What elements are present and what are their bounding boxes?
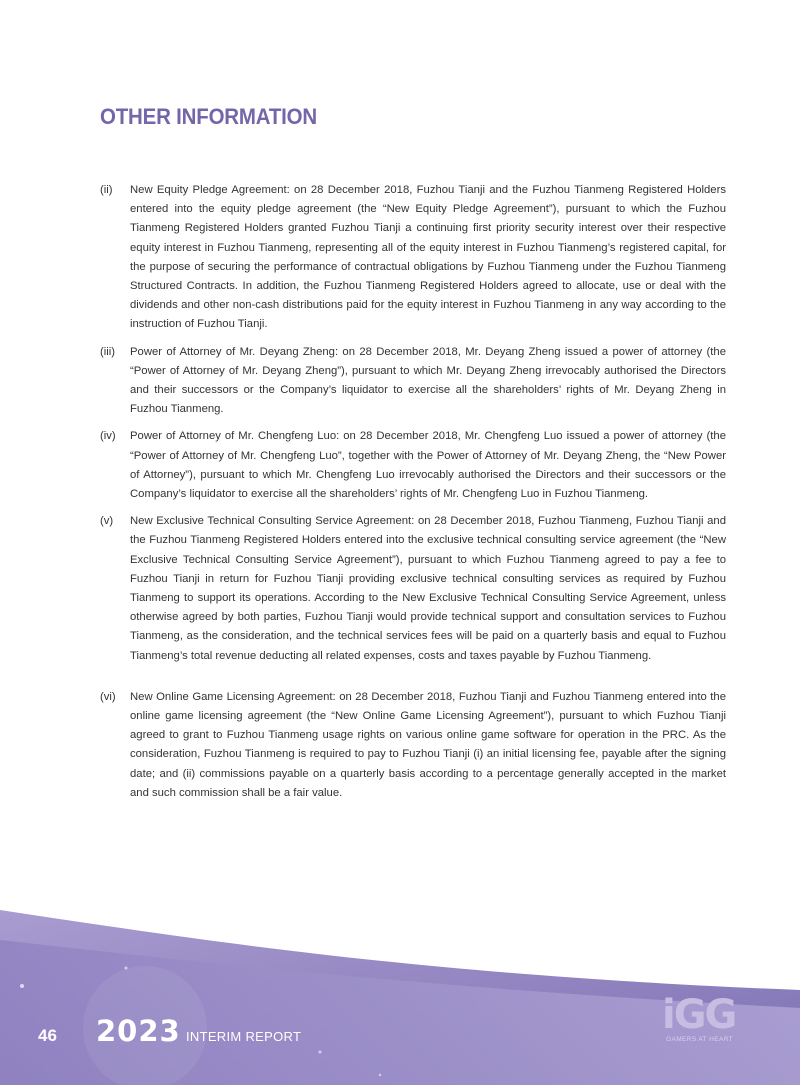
report-label: INTERIM REPORT — [186, 1029, 302, 1044]
page-title: OTHER INFORMATION — [100, 104, 317, 129]
item-number: (v) — [100, 515, 114, 528]
item-text: New Online Game Licensing Agreement: on 28 December 2018, Fuzhou Tianji and Fuzhou Tianmeng entered into the online game licensing agreement (the “New Online Game Licensing Agreement”), pursuant to which Fuzhou Tianji agreed to grant to Fuzhou Tianmeng usage rights on various online game software for operation in the PRC. As the consideration, Fuzhou Tianmeng is required to pay to Fuzhou Tianji (i) an initial licensing fee, payable after the signing date; and (ii) commissions payable on a quarterly basis according to a percentage generally accepted in the market and such commission shall be a fair value. — [130, 690, 726, 799]
list-item — [100, 181, 726, 335]
list-item — [100, 427, 726, 504]
list-item — [100, 512, 726, 666]
footer-band — [0, 880, 800, 1085]
igg-logo: iGG — [662, 992, 736, 1038]
footer-wave — [0, 880, 800, 1085]
item-number: (ii) — [100, 184, 113, 196]
page-number: 46 — [38, 1026, 57, 1045]
logo-tagline: GAMERS AT HEART — [666, 1036, 734, 1043]
item-number: (iii) — [100, 345, 116, 358]
agreement-list — [100, 181, 726, 811]
report-year: 2023 — [96, 1014, 181, 1048]
list-item — [100, 688, 726, 803]
item-text: New Exclusive Technical Consulting Service Agreement: on 28 December 2018, Fuzhou Tianmeng, Fuzhou Tianji and the Fuzhou Tianmeng Registered Holders entered into the exclusive technical consulting service agreement (the “New Exclusive Technical Consulting Service Agreement”), pursuant to which Fuzhou Tianmeng agreed to pay a fee to Fuzhou Tianji in return for Fuzhou Tianji providing exclusive technical consulting services as required by Fuzhou Tianmeng to support its operations. According to the New Exclusive Technical Consulting Service Agreement, unless otherwise agreed by both parties, Fuzhou Tianji would provide technical support and consultation services to Fuzhou Tianmeng, as the consideration, and the technical services fees will be paid on a quarterly basis and equal to Fuzhou Tianmeng’s total revenue deducting all related expenses, costs and taxes payable by Fuzhou Tianmeng. — [130, 515, 726, 662]
list-item — [100, 343, 726, 420]
item-number: (iv) — [100, 430, 116, 443]
item-text: Power of Attorney of Mr. Chengfeng Luo: on 28 December 2018, Mr. Chengfeng Luo issued a power of attorney (the “Power of Attorney of Mr. Chengfeng Luo”, together with the Power of Attorney of Mr. Deyang Zheng, the “New Power of Attorney”), pursuant to which Mr. Chengfeng Luo irrevocably authorised the Directors and their successors or the Company’s liquidator to exercise all the shareholders’ rights of Mr. Chengfeng Luo in Fuzhou Tianmeng. — [130, 430, 726, 501]
item-number: (vi) — [100, 690, 116, 703]
item-text: Power of Attorney of Mr. Deyang Zheng: on 28 December 2018, Mr. Deyang Zheng issued a power of attorney (the “Power of Attorney of Mr. Deyang Zheng”), pursuant to which Mr. Deyang Zheng irrevocably authorised the Directors and their successors or the Company’s liquidator to exercise all the shareholders’ rights of Mr. Deyang Zheng in Fuzhou Tianmeng. — [130, 345, 726, 416]
item-text: New Equity Pledge Agreement: on 28 December 2018, Fuzhou Tianji and the Fuzhou Tianmeng Registered Holders entered into the equity pledge agreement (the “New Equity Pledge Agreement”), pursuant to which the Fuzhou Tianmeng Registered Holders granted Fuzhou Tianji a continuing first priority security interest over their respective equity interest in Fuzhou Tianmeng, representing all of the equity interest in Fuzhou Tianmeng’s registered capital, for the purpose of securing the performance of contractual obligations by Fuzhou Tianmeng under the Fuzhou Tianmeng Structured Contracts. In addition, the Fuzhou Tianmeng Registered Holders agreed to allocate, use or deal with the dividends and other non-cash distributions paid for the equity interest in Fuzhou Tianmeng in any way according to the instruction of Fuzhou Tianji. — [130, 184, 726, 331]
